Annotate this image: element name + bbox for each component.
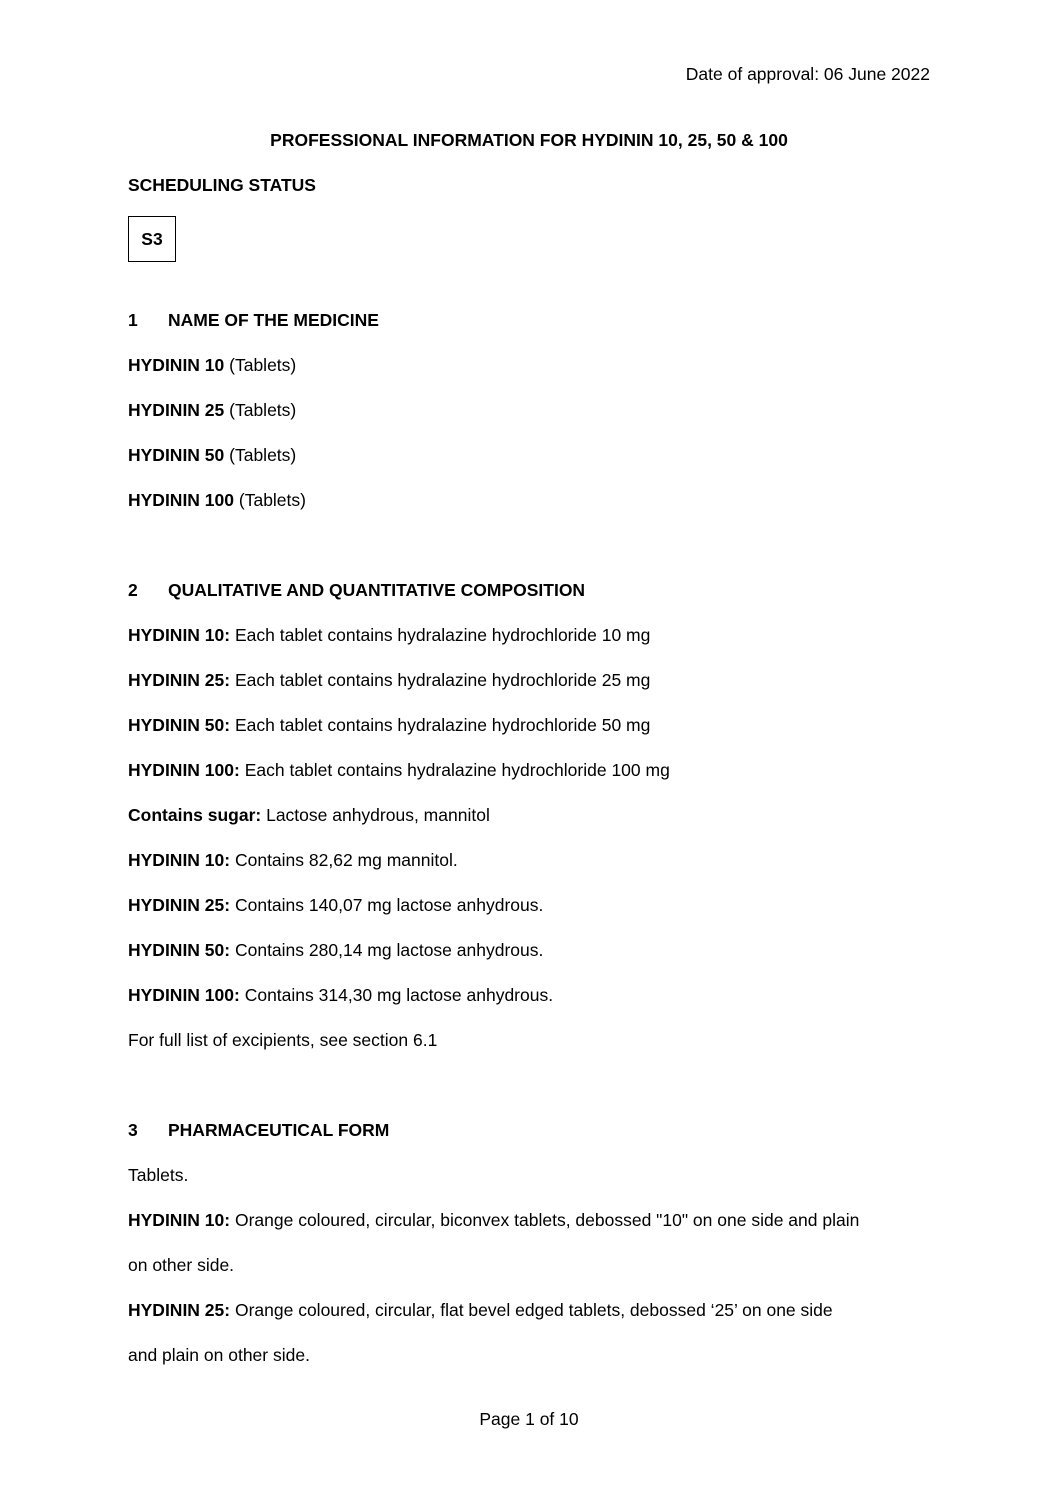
section-2-title: QUALITATIVE AND QUANTITATIVE COMPOSITION	[168, 580, 586, 600]
tablet-description-continuation: and plain on other side.	[128, 1345, 310, 1365]
tablet-description-continuation: on other side.	[128, 1255, 235, 1275]
composition-product: HYDININ 25:	[128, 670, 231, 690]
medicine-name: HYDININ 100	[128, 490, 235, 510]
composition-product: HYDININ 100:	[128, 760, 240, 780]
sugar-content-line	[128, 894, 543, 916]
sugar-content-product: HYDININ 25:	[128, 895, 231, 915]
medicine-name-item	[128, 489, 306, 511]
excipients-note: For full list of excipients, see section 6.1	[128, 1030, 438, 1050]
sugar-content-product: HYDININ 50:	[128, 940, 231, 960]
sugar-content-line	[128, 849, 458, 871]
medicine-name-item	[128, 354, 296, 376]
medicine-form: (Tablets)	[224, 445, 297, 465]
section-3-number: 3	[128, 1120, 138, 1140]
scheduling-status-heading: SCHEDULING STATUS	[128, 175, 316, 195]
section-1-title: NAME OF THE MEDICINE	[168, 310, 379, 330]
section-2-number: 2	[128, 580, 138, 600]
medicine-name-item	[128, 444, 296, 466]
composition-product: HYDININ 10:	[128, 625, 231, 645]
composition-line	[128, 669, 650, 691]
schedule-status-box	[128, 216, 176, 262]
schedule-status-value: S3	[141, 228, 163, 249]
composition-line	[128, 714, 650, 736]
medicine-name: HYDININ 10	[128, 355, 225, 375]
sugar-content-line	[128, 939, 543, 961]
medicine-form: (Tablets)	[224, 400, 297, 420]
sugar-content-product: HYDININ 10:	[128, 850, 231, 870]
medicine-name: HYDININ 25	[128, 400, 225, 420]
medicine-name-item	[128, 399, 296, 421]
sugar-content-product: HYDININ 100:	[128, 985, 240, 1005]
sugar-content-text: Contains 82,62 mg mannitol.	[230, 850, 458, 870]
page-number: Page 1 of 10	[479, 1409, 579, 1429]
composition-text: Each tablet contains hydralazine hydrochloride 25 mg	[230, 670, 651, 690]
document-title: PROFESSIONAL INFORMATION FOR HYDININ 10, 25, 50 & 100	[270, 130, 788, 150]
tablet-description-product: HYDININ 25:	[128, 1300, 231, 1320]
sugar-content-text: Contains 314,30 mg lactose anhydrous.	[239, 985, 554, 1005]
composition-text: Each tablet contains hydralazine hydrochloride 100 mg	[239, 760, 670, 780]
sugar-content-text: Contains 280,14 mg lactose anhydrous.	[230, 940, 544, 960]
composition-line	[128, 624, 650, 646]
section-3-title: PHARMACEUTICAL FORM	[168, 1120, 390, 1140]
medicine-name: HYDININ 50	[128, 445, 225, 465]
contains-sugar-label: Contains sugar:	[128, 805, 262, 825]
medicine-form: (Tablets)	[234, 490, 306, 510]
composition-product: HYDININ 50:	[128, 715, 231, 735]
section-1-number: 1	[128, 310, 138, 330]
composition-text: Each tablet contains hydralazine hydrochloride 50 mg	[230, 715, 651, 735]
composition-text: Each tablet contains hydralazine hydrochloride 10 mg	[230, 625, 651, 645]
tablet-description-line	[128, 1299, 833, 1321]
approval-date: Date of approval: 06 June 2022	[685, 64, 930, 84]
sugar-content-text: Contains 140,07 mg lactose anhydrous.	[230, 895, 544, 915]
contains-sugar-text: Lactose anhydrous, mannitol	[261, 805, 490, 825]
tablet-description-line	[128, 1209, 859, 1231]
tablet-description-product: HYDININ 10:	[128, 1210, 231, 1230]
composition-line	[128, 759, 670, 781]
medicine-form: (Tablets)	[224, 355, 297, 375]
tablet-description-text: Orange coloured, circular, flat bevel edged tablets, debossed ‘25’ on one side	[230, 1300, 833, 1320]
contains-sugar-line	[128, 804, 490, 826]
tablet-description-text: Orange coloured, circular, biconvex tablets, debossed "10" on one side and plain	[230, 1210, 860, 1230]
pharmaceutical-form: Tablets.	[128, 1165, 189, 1185]
sugar-content-line	[128, 984, 553, 1006]
